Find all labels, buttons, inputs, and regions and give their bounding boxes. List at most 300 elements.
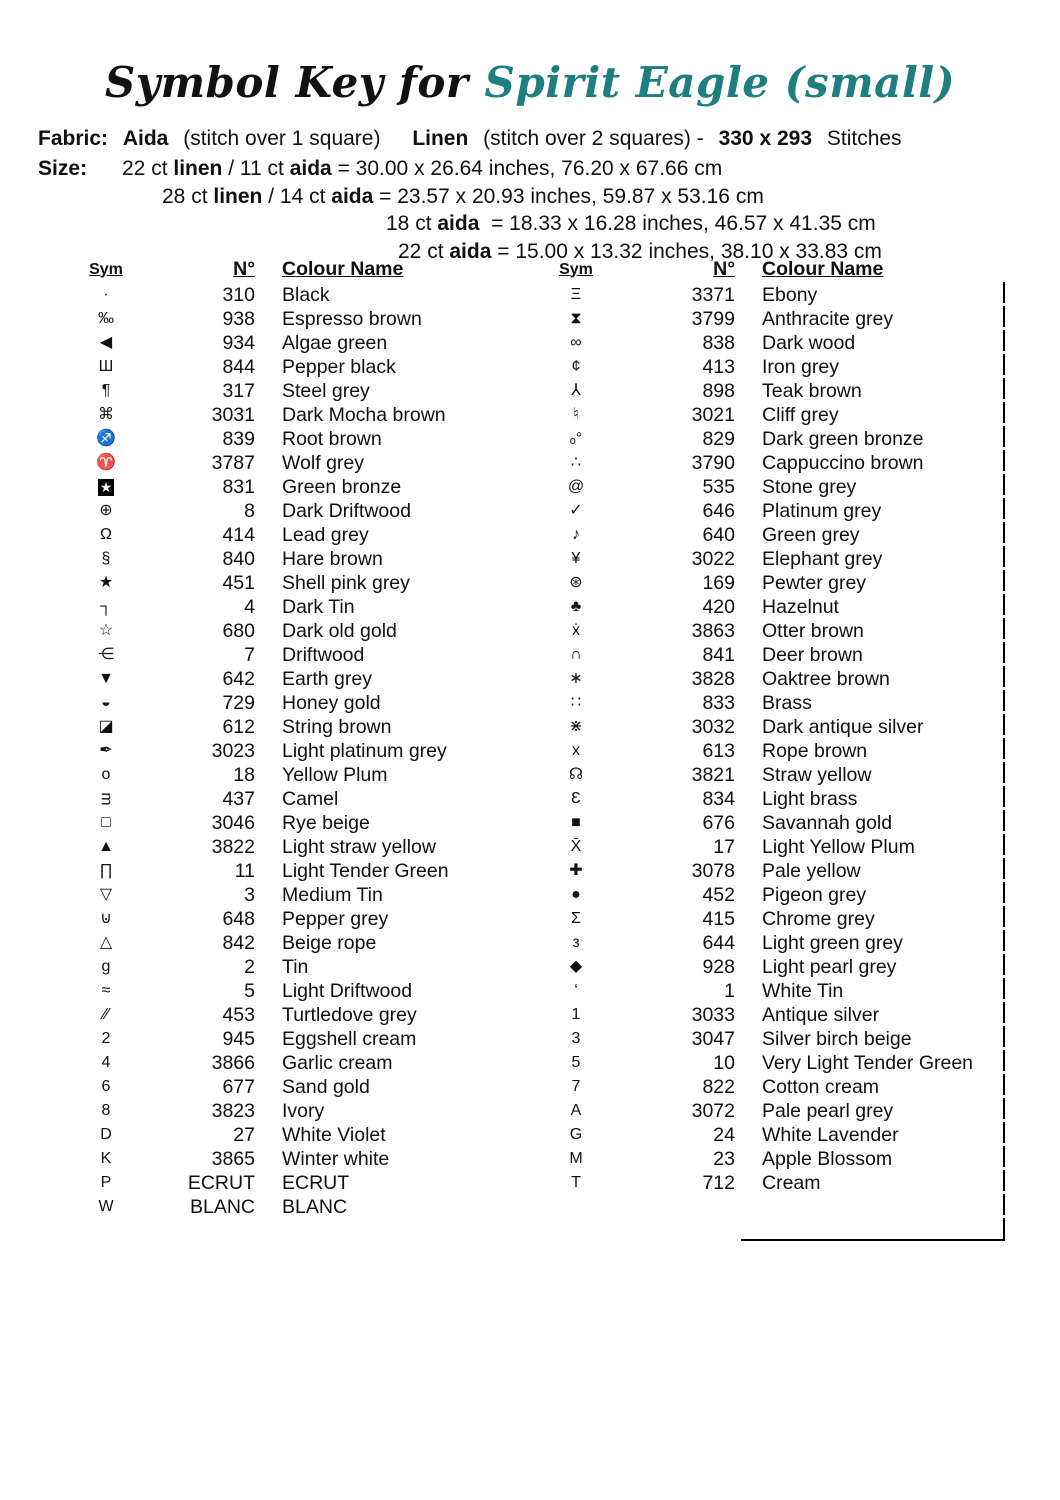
fabric-aida: Aida <box>122 127 169 150</box>
symbol-glyph: ┐ <box>100 598 112 615</box>
colour-name: Chrome grey <box>762 907 875 930</box>
symbol-table-right <box>545 256 1015 1195</box>
colour-name: Pepper grey <box>282 907 389 930</box>
thread-number: 17 <box>713 835 735 858</box>
table-row <box>545 1171 1015 1195</box>
table-row <box>75 475 515 499</box>
symbol-glyph: ★ <box>99 478 113 495</box>
thread-number: 437 <box>222 787 255 810</box>
symbol-glyph: ⊍ <box>100 910 112 927</box>
colour-name: Medium Tin <box>282 883 383 906</box>
thread-number: 729 <box>222 691 255 714</box>
symbol-glyph: ∏ <box>99 862 113 879</box>
thread-number: 453 <box>222 1003 255 1026</box>
symbol-glyph: 8 <box>101 1102 111 1119</box>
table-row <box>545 1123 1015 1147</box>
colour-name: Dark Driftwood <box>282 499 411 522</box>
thread-number: 415 <box>702 907 735 930</box>
colour-name: Garlic cream <box>282 1051 393 1074</box>
table-row <box>75 331 515 355</box>
table-row <box>75 595 515 619</box>
table-row <box>75 355 515 379</box>
thread-number: 3822 <box>211 835 255 858</box>
symbol-glyph: ♮ <box>573 406 579 423</box>
symbol-glyph: ᴈ <box>572 934 580 951</box>
table-row <box>75 979 515 1003</box>
symbol-glyph: ▽ <box>99 886 113 903</box>
stitches-word: Stitches <box>826 127 902 150</box>
table-row <box>75 859 515 883</box>
colour-name: Dark green bronze <box>762 427 924 450</box>
thread-number: 646 <box>702 499 735 522</box>
table-header-left <box>75 256 515 283</box>
table-row <box>75 1003 515 1027</box>
symbol-glyph: · <box>103 286 109 303</box>
colour-name: Stone grey <box>762 475 857 498</box>
symbol-glyph: ‰ <box>98 310 114 327</box>
symbol-glyph: ¢ <box>571 358 581 375</box>
colour-name: Light straw yellow <box>282 835 436 858</box>
symbol-glyph: ¥ <box>571 550 581 567</box>
table-row <box>545 835 1015 859</box>
symbol-glyph: Ξ <box>570 286 582 303</box>
size-info-block <box>0 155 1060 265</box>
colour-name: Elephant grey <box>762 547 883 570</box>
thread-number: 613 <box>702 739 735 762</box>
symbol-glyph: Σ <box>571 910 581 927</box>
symbol-glyph: 4 <box>101 1054 111 1071</box>
thread-number: 3787 <box>211 451 255 474</box>
thread-number: 822 <box>702 1075 735 1098</box>
colour-name: Camel <box>282 787 339 810</box>
table-row <box>75 523 515 547</box>
colour-name: Tin <box>282 955 309 978</box>
colour-name: Green bronze <box>282 475 402 498</box>
thread-number: 3021 <box>691 403 735 426</box>
thread-number: 3078 <box>691 859 735 882</box>
table-row <box>545 907 1015 931</box>
table-row <box>545 571 1015 595</box>
colour-name: Hare brown <box>282 547 383 570</box>
table-row <box>75 1099 515 1123</box>
symbol-table-left-body <box>75 283 515 1219</box>
thread-number: 642 <box>222 667 255 690</box>
symbol-glyph: x <box>572 742 580 759</box>
colour-name: Dark antique silver <box>762 715 924 738</box>
table-row <box>545 691 1015 715</box>
thread-number: 934 <box>222 331 255 354</box>
table-row <box>545 643 1015 667</box>
colour-name: White Lavender <box>762 1123 899 1146</box>
colour-name: Winter white <box>282 1147 390 1170</box>
colour-name: White Violet <box>282 1123 386 1146</box>
symbol-glyph: 2 <box>101 1030 111 1047</box>
symbol-glyph: 5 <box>571 1054 581 1071</box>
colour-name: Light platinum grey <box>282 739 447 762</box>
colour-name: Shell pink grey <box>282 571 410 594</box>
colour-name: Black <box>282 283 330 306</box>
thread-number: 27 <box>233 1123 255 1146</box>
colour-name: White Tin <box>762 979 844 1002</box>
colour-name: BLANC <box>282 1195 348 1218</box>
symbol-glyph: ■ <box>571 814 581 831</box>
thread-number: 644 <box>702 931 735 954</box>
colour-name: Yellow Plum <box>282 763 388 786</box>
symbol-glyph: ẋ <box>572 622 580 639</box>
colour-name: Sand gold <box>282 1075 370 1098</box>
fabric-label: Fabric: <box>38 127 109 150</box>
colour-name: Cappuccino brown <box>762 451 924 474</box>
thread-number: 3866 <box>211 1051 255 1074</box>
table-row <box>545 619 1015 643</box>
table-row <box>75 1027 515 1051</box>
colour-name: Cotton cream <box>762 1075 880 1098</box>
thread-number: 648 <box>222 907 255 930</box>
table-row <box>75 739 515 763</box>
symbol-glyph: ∴ <box>570 454 582 471</box>
thread-number: 829 <box>702 427 735 450</box>
colour-name: Very Light Tender Green <box>762 1051 974 1074</box>
colour-name: Pewter grey <box>762 571 867 594</box>
table-row <box>75 931 515 955</box>
table-row <box>545 1003 1015 1027</box>
symbol-glyph: o <box>101 766 111 783</box>
thread-number: 317 <box>222 379 255 402</box>
thread-number: 452 <box>702 883 735 906</box>
colour-name: Earth grey <box>282 667 372 690</box>
colour-name: Straw yellow <box>762 763 872 786</box>
colour-name: Ivory <box>282 1099 325 1122</box>
header-colour-name: Colour Name <box>282 258 404 280</box>
table-row <box>545 979 1015 1003</box>
size-line-1: 22 ct linen / 11 ct aida = 30.00 x 26.64 inches, 76.20 x 67.66 cm <box>122 157 723 180</box>
symbol-glyph: ⅄ <box>571 382 581 399</box>
thread-number: 842 <box>222 931 255 954</box>
table-row <box>75 499 515 523</box>
thread-number: 3799 <box>691 307 735 330</box>
table-row <box>545 763 1015 787</box>
thread-number: 420 <box>702 595 735 618</box>
title-prefix: Symbol Key for <box>104 58 469 107</box>
adjacent-box-vertical-border <box>1003 282 1005 1241</box>
thread-number: 1 <box>724 979 735 1002</box>
symbol-glyph: @ <box>567 478 585 495</box>
table-row <box>545 283 1015 307</box>
colour-name: Pigeon grey <box>762 883 867 906</box>
symbol-glyph: ● <box>571 886 581 903</box>
fabric-linen: Linen <box>412 127 469 150</box>
fabric-aida-note: (stitch over 1 square) <box>183 127 381 150</box>
fabric-info-line <box>38 127 911 151</box>
thread-number: 414 <box>222 523 255 546</box>
table-row <box>545 475 1015 499</box>
thread-number: 5 <box>244 979 255 1002</box>
table-row <box>75 1051 515 1075</box>
colour-name: Deer brown <box>762 643 863 666</box>
table-row <box>545 1027 1015 1051</box>
adjacent-box-bottom-border <box>741 1239 1005 1241</box>
colour-name: Oaktree brown <box>762 667 890 690</box>
symbol-glyph: Ω <box>100 526 112 543</box>
colour-name: Apple Blossom <box>762 1147 893 1170</box>
thread-number: 938 <box>222 307 255 330</box>
thread-number: 3371 <box>691 283 735 306</box>
symbol-glyph: ♪ <box>572 526 580 543</box>
colour-name: Beige rope <box>282 931 377 954</box>
table-row <box>545 1099 1015 1123</box>
thread-number: 451 <box>222 571 255 594</box>
thread-number: 712 <box>702 1171 735 1194</box>
symbol-glyph: K <box>100 1150 112 1167</box>
symbol-glyph: W <box>98 1198 114 1215</box>
thread-number: 8 <box>244 499 255 522</box>
thread-number: 18 <box>233 763 255 786</box>
symbol-glyph: ✒ <box>99 742 113 759</box>
header-number: N° <box>233 258 255 280</box>
page-title <box>0 58 1060 107</box>
colour-name: Dark Mocha brown <box>282 403 446 426</box>
thread-number: 3821 <box>691 763 735 786</box>
thread-number: 413 <box>702 355 735 378</box>
symbol-glyph: ∩ <box>570 646 582 663</box>
table-row <box>75 835 515 859</box>
table-row <box>75 811 515 835</box>
header-sym: Sym <box>559 260 593 278</box>
thread-number: 928 <box>702 955 735 978</box>
symbol-glyph: ◪ <box>98 718 114 735</box>
symbol-table-right-body <box>545 283 1015 1195</box>
colour-name: Platinum grey <box>762 499 882 522</box>
table-row <box>545 307 1015 331</box>
symbol-glyph: ∗ <box>569 670 583 687</box>
symbol-glyph: ⋇ <box>569 718 583 735</box>
symbol-glyph: △ <box>99 934 113 951</box>
thread-number: 3022 <box>691 547 735 570</box>
thread-number: 831 <box>222 475 255 498</box>
symbol-glyph: ‘ <box>574 982 578 999</box>
thread-number: 3032 <box>691 715 735 738</box>
colour-name: Light Yellow Plum <box>762 835 915 858</box>
colour-name: Iron grey <box>762 355 839 378</box>
colour-name: Driftwood <box>282 643 365 666</box>
thread-number: 3072 <box>691 1099 735 1122</box>
colour-name: Eggshell cream <box>282 1027 417 1050</box>
symbol-glyph: ∕∕ <box>103 1006 109 1023</box>
table-row <box>545 715 1015 739</box>
symbol-glyph: T <box>571 1174 581 1191</box>
symbol-glyph: ♈ <box>96 454 116 471</box>
table-row <box>75 907 515 931</box>
colour-name: Light brass <box>762 787 858 810</box>
thread-number: 945 <box>222 1027 255 1050</box>
size-line-2: 28 ct linen / 14 ct aida = 23.57 x 20.93 inches, 59.87 x 53.16 cm <box>162 184 764 208</box>
symbol-glyph: ☆ <box>98 622 114 639</box>
table-row <box>545 1051 1015 1075</box>
table-row <box>545 931 1015 955</box>
symbol-glyph: ◒ <box>101 694 111 711</box>
table-row <box>545 739 1015 763</box>
table-row <box>545 1075 1015 1099</box>
symbol-glyph: ⋲ <box>98 646 114 663</box>
thread-number: 23 <box>713 1147 735 1170</box>
thread-number: 24 <box>713 1123 735 1146</box>
symbol-glyph: ⧗ <box>570 310 582 327</box>
table-row <box>545 859 1015 883</box>
colour-name: Pepper black <box>282 355 396 378</box>
size-line-4: 22 ct aida = 15.00 x 13.32 inches, 38.10 x 33.83 cm <box>398 239 882 263</box>
table-row <box>75 307 515 331</box>
table-row <box>75 1123 515 1147</box>
table-row <box>75 379 515 403</box>
table-row <box>545 595 1015 619</box>
symbol-glyph: P <box>100 1174 112 1191</box>
symbol-glyph: ∷ <box>570 694 582 711</box>
colour-name: Cream <box>762 1171 821 1194</box>
thread-number: 3023 <box>211 739 255 762</box>
thread-number: 676 <box>702 811 735 834</box>
table-row <box>75 403 515 427</box>
table-row <box>545 787 1015 811</box>
colour-name: Dark old gold <box>282 619 397 642</box>
colour-name: Lead grey <box>282 523 369 546</box>
colour-name: Light pearl grey <box>762 955 897 978</box>
thread-number: 677 <box>222 1075 255 1098</box>
header-sym: Sym <box>89 260 123 278</box>
symbol-glyph: ★ <box>98 574 114 591</box>
table-row <box>75 787 515 811</box>
symbol-glyph: Ɛ <box>571 790 581 807</box>
table-row <box>75 571 515 595</box>
colour-name: Rye beige <box>282 811 370 834</box>
table-row <box>545 355 1015 379</box>
symbol-glyph: X̄ <box>570 838 582 855</box>
symbol-glyph: A <box>570 1102 582 1119</box>
colour-name: Pale yellow <box>762 859 861 882</box>
symbol-glyph: ₒ° <box>569 430 583 447</box>
thread-number: 680 <box>222 619 255 642</box>
symbol-glyph: ♐ <box>96 430 116 447</box>
symbol-glyph: ≈ <box>101 982 111 999</box>
colour-name: Otter brown <box>762 619 864 642</box>
symbol-glyph: ▼ <box>98 670 114 687</box>
colour-name: Light Driftwood <box>282 979 413 1002</box>
thread-number: 4 <box>244 595 255 618</box>
colour-name: Hazelnut <box>762 595 839 618</box>
thread-number: 840 <box>222 547 255 570</box>
table-row <box>545 451 1015 475</box>
table-row <box>545 1147 1015 1171</box>
symbol-glyph: ⊛ <box>569 574 583 591</box>
colour-name: Wolf grey <box>282 451 364 474</box>
colour-name: Light green grey <box>762 931 903 954</box>
thread-number: 3046 <box>211 811 255 834</box>
table-row <box>75 667 515 691</box>
table-row <box>75 619 515 643</box>
thread-number: 839 <box>222 427 255 450</box>
thread-number: 3 <box>244 883 255 906</box>
thread-number: BLANC <box>189 1195 255 1218</box>
thread-number: 838 <box>702 331 735 354</box>
thread-number: 834 <box>702 787 735 810</box>
symbol-glyph: ✚ <box>569 862 583 879</box>
table-row <box>545 379 1015 403</box>
symbol-glyph: G <box>569 1126 583 1143</box>
symbol-glyph: 6 <box>101 1078 111 1095</box>
symbol-glyph: 1 <box>571 1006 581 1023</box>
thread-number: 169 <box>702 571 735 594</box>
table-row <box>75 427 515 451</box>
table-row <box>545 331 1015 355</box>
colour-name: Antique silver <box>762 1003 880 1026</box>
symbol-glyph: 7 <box>571 1078 581 1095</box>
colour-name: Savannah gold <box>762 811 893 834</box>
colour-name: String brown <box>282 715 392 738</box>
colour-name: Dark Tin <box>282 595 355 618</box>
symbol-glyph: ▲ <box>98 838 114 855</box>
size-label: Size: <box>38 157 88 180</box>
symbol-table-left <box>75 256 515 1219</box>
symbol-glyph: g <box>101 958 111 975</box>
table-row <box>75 643 515 667</box>
title-pattern-name: Spirit Eagle (small) <box>484 58 956 107</box>
colour-name: Brass <box>762 691 812 714</box>
colour-name: Algae green <box>282 331 388 354</box>
colour-name: Green grey <box>762 523 860 546</box>
thread-number: 3047 <box>691 1027 735 1050</box>
thread-number: 310 <box>222 283 255 306</box>
table-row <box>75 1147 515 1171</box>
table-row <box>75 763 515 787</box>
thread-number: 535 <box>702 475 735 498</box>
symbol-glyph: ∞ <box>570 334 582 351</box>
colour-name: Turtledove grey <box>282 1003 417 1026</box>
table-row <box>545 811 1015 835</box>
table-row <box>75 691 515 715</box>
colour-name: Anthracite grey <box>762 307 894 330</box>
thread-number: ECRUT <box>187 1171 255 1194</box>
size-line-3: 18 ct aida = 18.33 x 16.28 inches, 46.57 x 41.35 cm <box>386 212 876 235</box>
table-row <box>545 955 1015 979</box>
colour-name: Ebony <box>762 283 818 306</box>
colour-name: Cliff grey <box>762 403 839 426</box>
colour-name: Honey gold <box>282 691 381 714</box>
table-row <box>75 451 515 475</box>
table-row <box>75 1195 515 1219</box>
thread-number: 3031 <box>211 403 255 426</box>
fabric-linen-note: (stitch over 2 squares) - <box>483 127 704 150</box>
symbol-glyph: ☊ <box>568 766 584 783</box>
thread-number: 844 <box>222 355 255 378</box>
table-row <box>75 883 515 907</box>
colour-name: ECRUT <box>282 1171 350 1194</box>
thread-number: 3790 <box>691 451 735 474</box>
thread-number: 10 <box>713 1051 735 1074</box>
symbol-glyph: ◀ <box>99 334 113 351</box>
table-row <box>75 1171 515 1195</box>
thread-number: 3865 <box>211 1147 255 1170</box>
table-row <box>75 955 515 979</box>
symbol-glyph: M <box>569 1150 583 1167</box>
symbol-glyph: ◆ <box>569 958 583 975</box>
table-header-right <box>545 256 1015 283</box>
header-number: N° <box>713 258 735 280</box>
table-row <box>545 667 1015 691</box>
table-row <box>75 547 515 571</box>
colour-name: Root brown <box>282 427 382 450</box>
thread-number: 841 <box>702 643 735 666</box>
symbol-glyph: ✓ <box>569 502 583 519</box>
table-row <box>545 523 1015 547</box>
